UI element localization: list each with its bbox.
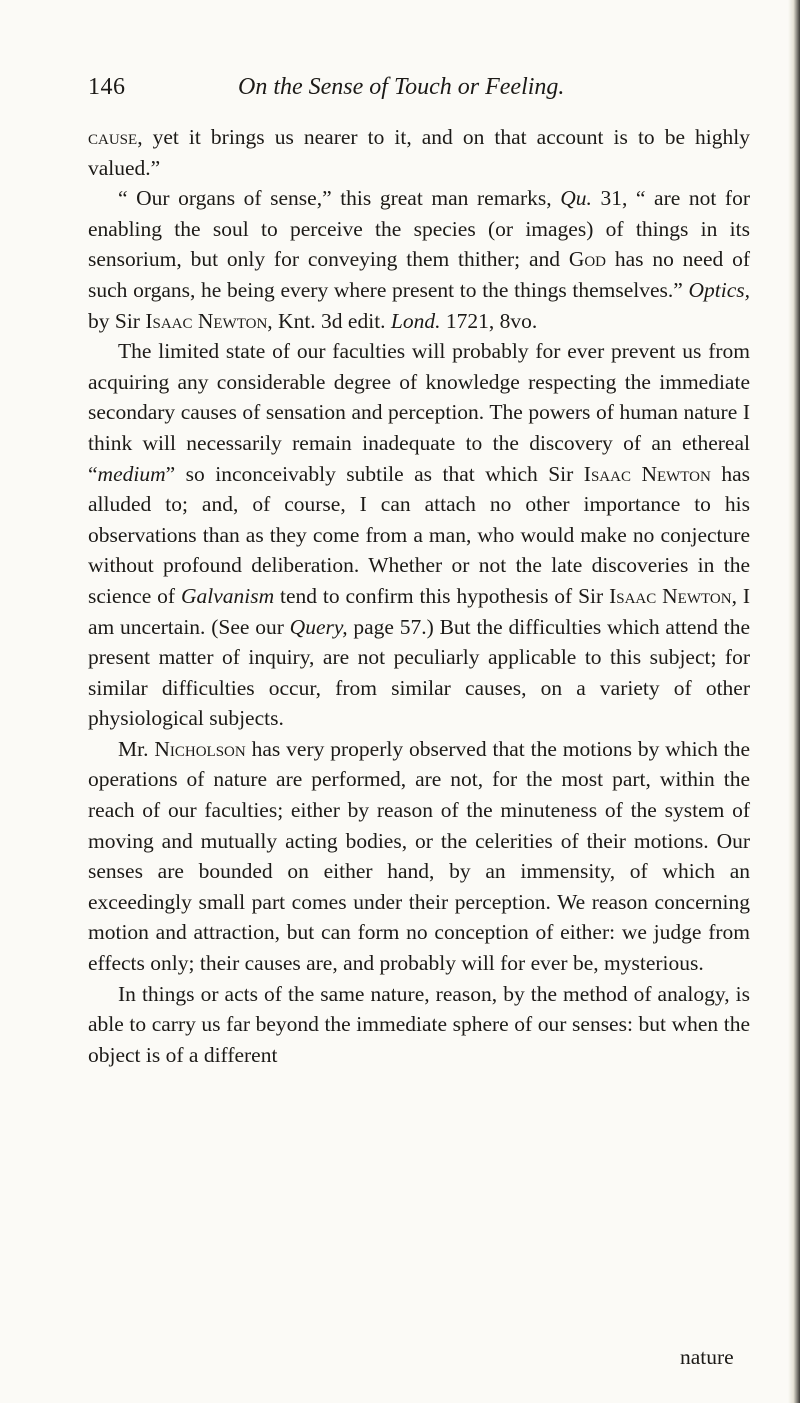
p3-run-1: medium (97, 461, 166, 486)
p1-run-1: , yet it brings us nearer to it, and on that account is to be highly valued.” (88, 125, 750, 180)
p2-run-4: has no need of such organs, he being every where present to the things themselves.” (88, 247, 750, 302)
p3-run-0: The limited state of our faculties will probably for ever prevent us from acquiring any considerable degree of knowledge respecting the immediate secondary causes of sensation and perception. The powers of human nature I think will necessarily remain inadequate to the discovery of an ethereal “ (88, 339, 750, 486)
p3-run-8: , I am uncertain. (See our (88, 583, 750, 639)
running-title: On the Sense of Touch or Feeling. (238, 74, 565, 100)
p2-run-1: Qu. (560, 186, 592, 211)
p3-run-10: page 57.) But the difficulties which attend the present matter of inquiry, are not peculiarly applicable to this subject; for similar difficulties occur, from similar causes, on a variety of other physiological subjects. (88, 614, 750, 731)
p2-run-8: , Knt. 3d edit. (267, 308, 391, 333)
p2-run-0: “ Our organs of sense,” this great man remarks, (118, 186, 561, 211)
page-header (88, 74, 748, 108)
p2-run-10: 1721, 8vo. (440, 308, 538, 333)
p1-run-0: cause (88, 125, 138, 149)
p2-run-9: Lond. (390, 308, 441, 333)
p3-run-3: Isaac Newton (583, 461, 711, 486)
p5-run-0: In things or acts of the same nature, reason, by the method of analogy, is able to carry us far beyond the immediate sphere of our senses: but when the object is of a different (88, 981, 750, 1067)
p3-run-7: Isaac Newton (609, 583, 732, 608)
p3-run-2: ” so inconceivably subtile as that which Sir (165, 461, 584, 486)
p3-run-6: tend to confirm this hypothesis of Sir (274, 583, 610, 608)
p4-run-2: has very properly observed that the motions by which the operations of nature are performed, are not, for the most part, within the reach of our faculties; either by reason of the minuteness of the system of moving and mutually acting bodies, or the celerities of their motions. Our senses are bounded on either hand, by an immensity, of which an exceedingly small part comes under their perception. We reason concerning motion and attraction, but can form no conception of either: we judge from effects only; their causes are, and probably will for ever be, mysterious. (88, 736, 750, 976)
page-number: 146 (88, 74, 126, 100)
paragraph-3 (88, 336, 750, 734)
p4-run-0: Mr. (118, 736, 155, 761)
paragraph-1 (88, 122, 750, 183)
paragraph-4 (88, 734, 750, 979)
p3-run-4: has alluded to; and, of course, I can attach no other importance to his observations than as they come from a man, who would make no conjecture without profound deliberation. Whether or not the late discoveries in the science of (88, 461, 750, 608)
p2-run-5: Optics, (688, 277, 750, 302)
body-text (88, 122, 750, 1070)
p2-run-3: God (568, 247, 607, 272)
p3-run-9: Query, (289, 614, 348, 639)
page-edge-shadow (788, 0, 800, 1403)
p2-run-2: 31, “ are not for enabling the soul to perceive the species (or images) of things in its sensorium, but only for conveying them thither; and (88, 186, 750, 272)
p2-run-7: Isaac Newton (145, 308, 268, 333)
p3-run-5: Galvanism (180, 583, 275, 608)
paragraph-5 (88, 979, 750, 1071)
paragraph-2 (88, 183, 750, 336)
p2-run-6: by Sir (88, 308, 146, 333)
p4-run-1: Nicholson (154, 736, 246, 761)
catchword: nature (680, 1345, 734, 1369)
